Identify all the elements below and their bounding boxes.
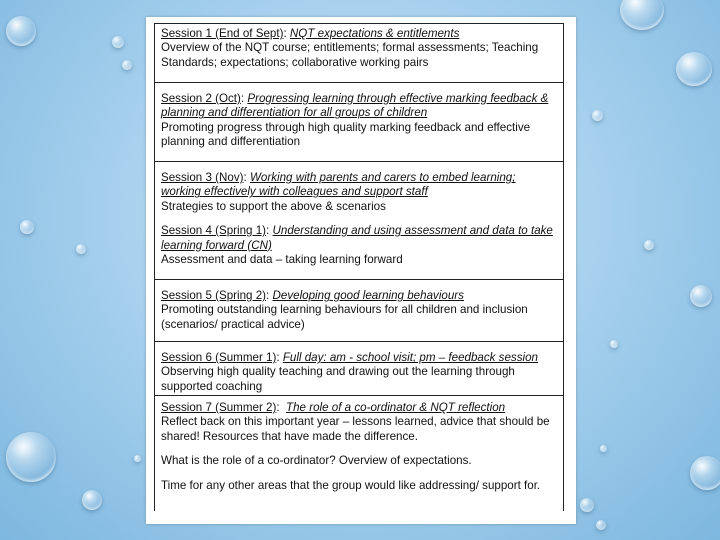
session-description: Promoting progress through high quality marking feedback and effective planning and differentiation xyxy=(161,120,531,149)
session-topic: Understanding and using assessment and data to take learning forward (CN) xyxy=(161,224,553,252)
session-7 xyxy=(155,398,563,511)
session-6 xyxy=(155,348,563,396)
session-5 xyxy=(155,286,563,342)
water-drop xyxy=(690,456,720,490)
water-drop xyxy=(690,285,712,307)
session-1 xyxy=(155,24,563,83)
water-drop xyxy=(596,520,606,530)
colon: : xyxy=(266,224,270,238)
session-label: Session 5 (Spring 2) xyxy=(161,289,267,302)
water-drop xyxy=(610,340,618,348)
session-topic: Working with parents and carers to embed learning; working effectively with colleagues and support staff xyxy=(161,171,516,199)
session-topic: Developing good learning behaviours xyxy=(272,289,464,302)
session-table xyxy=(154,23,564,511)
water-drop xyxy=(580,498,594,512)
session-label: Session 4 (Spring 1) xyxy=(161,224,267,238)
session-description: Observing high quality teaching and drawing out the learning through supported coaching xyxy=(161,365,515,393)
session-label: Session 3 (Nov) xyxy=(161,171,244,184)
colon: : xyxy=(240,92,245,105)
session-topic: NQT expectations & entitlements xyxy=(289,27,460,40)
water-drop xyxy=(76,244,86,254)
water-drop xyxy=(600,445,607,452)
water-drop xyxy=(6,16,36,46)
document-sheet xyxy=(146,17,576,524)
colon: : xyxy=(276,401,280,414)
session-label: Session 1 (End of Sept) xyxy=(161,27,284,40)
water-drop xyxy=(82,490,102,510)
session-extra-note: Time for any other areas that the group would like addressing/ support for. xyxy=(161,478,541,492)
water-drop xyxy=(112,36,124,48)
water-drop xyxy=(20,220,34,234)
session-description: Assessment and data – taking learning forward xyxy=(161,253,403,267)
session-description: Reflect back on this important year – lessons learned, advice that should be shared! Resources that have made the difference. xyxy=(161,415,550,443)
session-extra-note: What is the role of a co-ordinator? Overview of expectations. xyxy=(161,454,472,468)
colon: : xyxy=(283,27,287,40)
water-drop xyxy=(134,455,141,462)
colon: : xyxy=(243,171,247,184)
water-drop xyxy=(592,110,603,121)
session-description: Strategies to support the above & scenarios xyxy=(161,199,386,213)
session-topic: The role of a co-ordinator & NQT reflection xyxy=(286,401,506,414)
colon: : xyxy=(276,351,280,364)
water-drop xyxy=(676,52,712,86)
water-drop xyxy=(644,240,654,250)
session-topic: Full day: am - school visit; pm – feedback session xyxy=(282,351,538,364)
water-drop xyxy=(122,60,132,70)
session-2 xyxy=(155,89,563,162)
session-topic: Progressing learning through effective marking feedback & planning and differentiation for all groups of children xyxy=(161,92,549,120)
session-label: Session 6 (Summer 1) xyxy=(161,351,277,364)
session-3-4 xyxy=(155,168,563,280)
colon: : xyxy=(266,289,270,302)
session-label: Session 2 (Oct) xyxy=(161,92,241,105)
water-drop xyxy=(620,0,664,30)
water-drop xyxy=(6,432,56,482)
session-description: Promoting outstanding learning behaviours for all children and inclusion (scenarios/ practical advice) xyxy=(161,303,528,331)
session-label: Session 7 (Summer 2) xyxy=(161,401,277,414)
session-description: Overview of the NQT course; entitlements; formal assessments; Teaching Standards; expectations; collaborative working pairs xyxy=(161,41,539,69)
